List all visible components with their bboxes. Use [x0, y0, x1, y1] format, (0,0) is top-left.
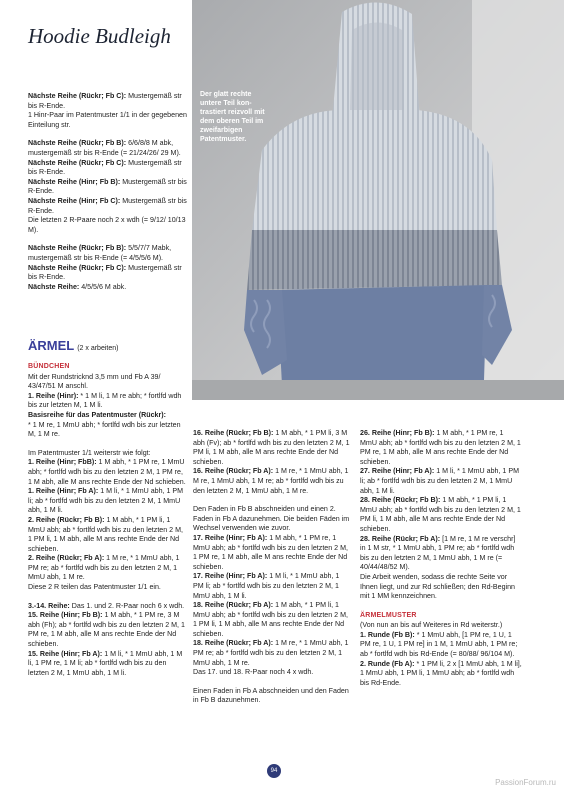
instruction-row: 15. Reihe (Hinr; Fb A): 1 M li, * 1 MmU abh, 1 M li, 1 PM re, 1 M li; ab * fortlfd wdh bis zu den letzten 2 M, 1 MmU abh, 1 M li.: [28, 649, 183, 677]
watermark: PassionForum.ru: [495, 778, 556, 787]
instruction-row: 16. Reihe (Rückr; Fb A): 1 M re, * 1 MmU abh, 1 M re, 1 MmU abh, 1 M re; ab * fortlfd wdh bis zu den letzten 2 M, 1 MmU abh, 1 M re.: [193, 467, 349, 495]
instruction-row: Nächste Reihe (Hinr; Fb B): Mustergemäß str bis R-Ende.: [28, 177, 187, 196]
instruction-row: Nächste Reihe (Rückr; Fb C): Mustergemäß str bis R-Ende.: [28, 263, 182, 282]
instruction-row: 2. Reihe (Rückr; Fb A): 1 M re, * 1 MmU abh, 1 PM re; ab * fortlfd wdh bis zu den letzten 2 M, 1 MmU abh, 1 M re. Diese 2 R teilen das Patentmuster 1/1 ein.: [28, 554, 180, 592]
column-3: [360, 429, 522, 688]
column-1-bottom: [28, 362, 188, 678]
sleeve-heading: ÄRMEL (2 x arbeiten): [28, 338, 119, 353]
instruction-row: 18. Reihe (Rückr; Fb A): 1 M abh, * 1 PM li, 1 MmU abh; ab * fortlfd wdh bis zu den letzten 2 M, 1 PM li, 1 M abh, alle M ans rechte Ende der Nd schieben.: [193, 601, 348, 638]
instruction-row: 17. Reihe (Hinr; Fb A): 1 M li, * 1 MmU abh, 1 PM li; ab * fortlfd wdh bis zu den letzten 2 M, 1 MmU abh, 1 M li.: [193, 572, 340, 600]
column-2: [193, 429, 351, 706]
instruction-row: Basisreihe für das Patentmuster (Rückr): * 1 M re, 1 MmU abh; * fortlfd wdh bis zur letzten M, 1 M re.: [28, 410, 181, 439]
instruction-row: 1. Reihe (Hinr; Fb A): 1 M li, * 1 MmU abh, 1 PM li; ab * fortlfd wdh bis zu den letzten 2 M, 1 MmU abh, 1 M li.: [28, 487, 184, 515]
instruction-row: 28. Reihe (Rückr; Fb A): [1 M re, 1 M re verschr] in 1 M str, * 1 MmU abh, 1 PM re; ab * fortlfd wdh bis zu den letzten 2 M, 1 MmU abh, 1 M re (= 40/44/48/52 M). Die Arbeit wenden, sodass die rechte Seite vor Ihnen liegt, und zur Rd schließen; den Rd-Beginn mit 1 MM kennzeichnen.: [360, 534, 516, 601]
instruction-row: Nächste Reihe (Rückr; Fb C): Mustergemäß str bis R-Ende. 1 Hinr-Paar im Patentmuster 1/1 in der gegebenen Einteilung str.: [28, 92, 187, 129]
instruction-row: 15. Reihe (Hinr; Fb B): 1 M abh, * 1 PM re, 3 M abh (Fh); ab * fortlfd wdh bis zu den letzten 2 M, 1 PM re, 1 M abh, alle M ans rechte Ende der Nd schieben.: [28, 611, 185, 649]
column-1-top: [28, 92, 188, 292]
instruction-row: 2. Reihe (Rückr; Fb B): 1 M abh, * 1 PM li, 1 MmU abh; ab * fortlfd wdh bis zu den letzten 2 M, 1 PM li, 1 M abh, alle M ans rechte Ende der Nd schieben.: [28, 515, 183, 553]
instruction-row: Einen Faden in Fb A abschneiden und den Faden in Fb B dazunehmen.: [193, 686, 349, 705]
sleeve-pattern-heading: ÄRMELMUSTER: [360, 611, 417, 619]
instruction-row: 18. Reihe (Rückr; Fb A): 1 M re, * 1 MmU abh, 1 PM re; ab * fortlfd wdh bis zu den letzten 2 M, 1 MmU abh, 1 M re. Das 17. und 18. R-Paar noch 4 x wdh.: [193, 639, 349, 677]
cuff-heading: BÜNDCHEN: [28, 363, 70, 370]
instruction-row: 27. Reihe (Hinr; Fb A): 1 M li, * 1 MmU abh, 1 PM li; ab * fortlfd wdh bis zu den letzten 2 M, 1 MmU abh, 1 M li.: [360, 467, 519, 495]
instruction-row: Im Patentmuster 1/1 weiterstr wie folgt:: [28, 448, 151, 457]
instruction-row: 1. Reihe (Hinr; FbB): 1 M abh, * 1 PM re, 1 MmU abh; * fortlfd wdh bis zu den letzten 2 M, 1 PM re, 1 M abh, alle M ans rechte Ende der Nd schieben.: [28, 458, 186, 486]
instruction-row: 1. Reihe (Hinr): * 1 M li, 1 M re abh; * fortlfd wdh bis zur letzten M, 1 M li.: [28, 391, 182, 410]
instruction-row: 16. Reihe (Rückr; Fb B): 1 M abh, * 1 PM li, 3 M abh (Fv); ab * fortlfd wdh bis zu den letzten 2 M, 1 PM li, 1 M abh, alle M ans rechte Ende der Nd schieben.: [193, 429, 350, 466]
photo-caption: Der glatt rechte untere Teil kontrastiert reizvoll mit dem oberen Teil im zweifarbigen Patentmuster.: [200, 91, 265, 143]
hoodie-photo: [192, 0, 564, 400]
page-title: Hoodie Budleigh: [28, 24, 171, 48]
instruction-row: (Von nun an bis auf Weiteres in Rd weiterstr.): [360, 621, 503, 630]
instruction-row: Den Faden in Fb B abschneiden und einen 2. Faden in Fb A dazunehmen. Die beiden Fäden im Wechsel verwenden wie zuvor.: [193, 505, 350, 533]
instruction-row: Nächste Reihe (Hinr; Fb C): Mustergemäß str bis R-Ende. Die letzten 2 R-Paare noch 2 x wdh (= 9/12/ 10/13 M).: [28, 196, 187, 234]
instruction-row: Mit der Rundstricknd 3,5 mm und Fb A 39/ 43/47/51 M anschl.: [28, 372, 161, 391]
instruction-row: 3.-14. Reihe: Das 1. und 2. R-Paar noch 6 x wdh.: [28, 601, 185, 610]
instruction-row: Nächste Reihe (Rückr; Fb B): 5/5/7/7 Mabk, mustergemäß str bis R-Ende (= 4/5/5/6 M).: [28, 244, 172, 262]
instruction-row: Nächste Reihe: 4/5/5/6 M abk.: [28, 282, 127, 291]
instruction-row: 28. Reihe (Rückr; Fb B): 1 M abh, * 1 PM li, 1 MmU abh; ab * fortlfd wdh bis zu den letzten 2 M, 1 PM li, 1 M abh, alle M ans rechte Ende der Nd schieben.: [360, 496, 521, 533]
instruction-row: 1. Runde (Fb B): * 1 MmU abh, [1 PM re, 1 U, 1 PM re, 1 U, 1 PM re] in 1 M, 1 MmU abh, 1 PM re; ab * fortlfd wdh bis Rd-Ende (= 80/88/ 96/104 M).: [360, 630, 518, 659]
instruction-row: 2. Runde (Fb A): * 1 PM li, 2 x [1 MmU abh, 1 M li], 1 MmU abh, 1 PM li, 1 MmU abh; ab * fortlfd wdh bis Rd-Ende.: [360, 659, 522, 687]
instruction-row: Nächste Reihe (Rückr; Fb C): Mustergemäß str bis R-Ende.: [28, 158, 182, 177]
instruction-row: 26. Reihe (Hinr; Fb B): 1 M abh, * 1 PM re, 1 MmU abh; ab * fortlfd wdh bis zu den letzten 2 M, 1 PM re, 1 M abh, alle M ans rechte Ende der Nd schieben.: [360, 429, 521, 466]
page-number: 94: [267, 764, 281, 778]
instruction-row: 17. Reihe (Hinr; Fb A): 1 M abh, * 1 PM re, 1 MmU abh; ab * fortlfd wdh bis zu den letzten 2 M, 1 PM re, 1 M abh, alle M ans rechte Ende der Nd schieben.: [193, 533, 348, 571]
instruction-row: Nächste Reihe (Rückr; Fb B): 6/6/8/8 M abk, mustergemäß str bis R-Ende (= 21/24/26/ 29 M).: [28, 139, 181, 157]
